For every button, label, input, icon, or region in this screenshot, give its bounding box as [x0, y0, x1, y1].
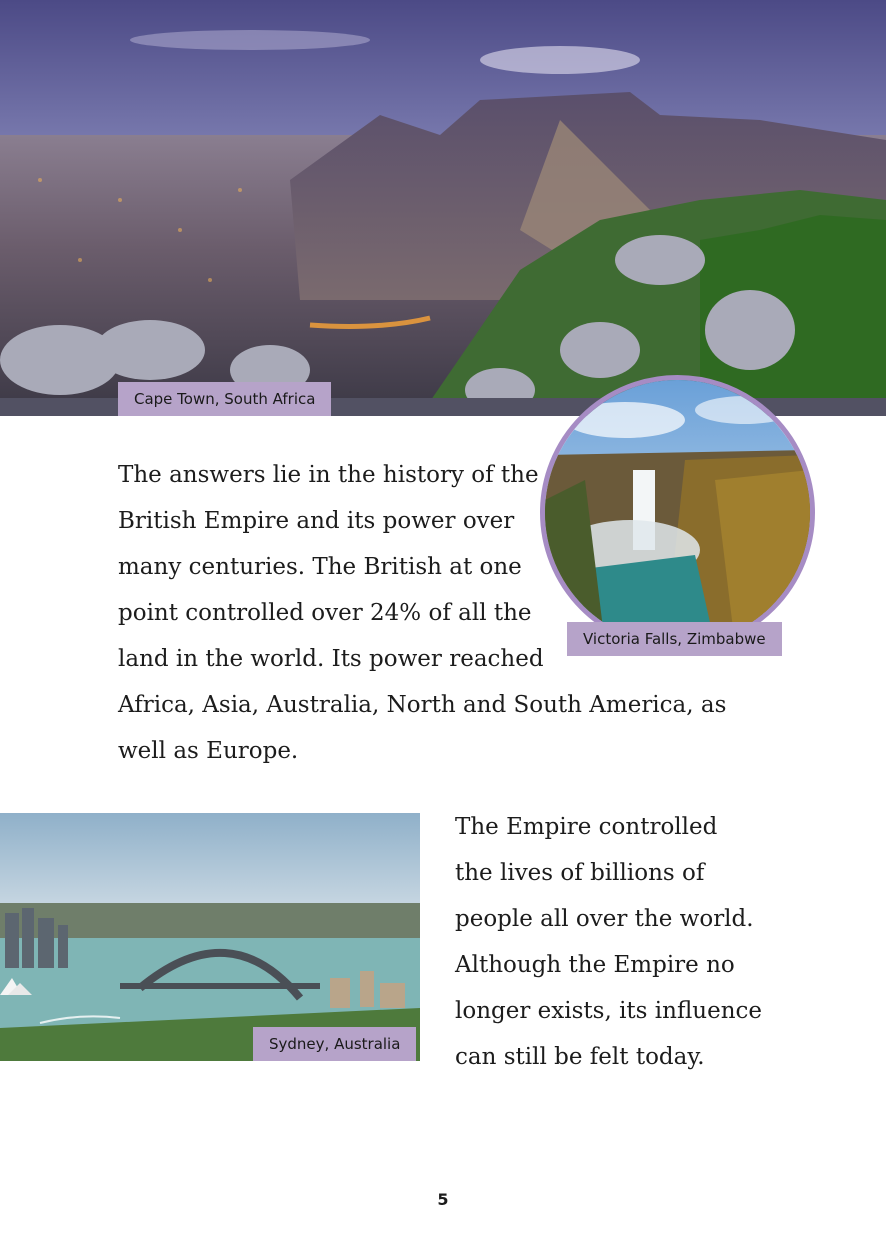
- text-line: The Empire controlled: [455, 814, 718, 840]
- text-line: Although the Empire no: [455, 952, 735, 978]
- text-line: well as Europe.: [118, 738, 299, 764]
- cape-town-caption: Cape Town, South Africa: [118, 382, 331, 416]
- sydney-photo: [0, 813, 420, 1061]
- text-line: longer exists, its influence: [455, 998, 763, 1024]
- text-line: The answers lie in the history of the: [118, 462, 539, 488]
- text-line: British Empire and its power over: [118, 508, 515, 534]
- text-line: people all over the world.: [455, 906, 754, 932]
- text-line: Africa, Asia, Australia, North and South America, as: [118, 692, 727, 718]
- text-line: land in the world. Its power reached: [118, 646, 544, 672]
- page-number: 5: [437, 1190, 449, 1209]
- cape-town-photo: [0, 0, 886, 416]
- text-line: can still be felt today.: [455, 1044, 705, 1070]
- paragraph-2: [455, 804, 762, 1080]
- text-line: many centuries. The British at one: [118, 554, 522, 580]
- victoria-falls-caption: Victoria Falls, Zimbabwe: [567, 622, 782, 656]
- text-line: the lives of billions of: [455, 860, 705, 886]
- paragraph-1: [118, 452, 726, 774]
- sydney-caption: Sydney, Australia: [253, 1027, 416, 1061]
- text-line: point controlled over 24% of all the: [118, 600, 532, 626]
